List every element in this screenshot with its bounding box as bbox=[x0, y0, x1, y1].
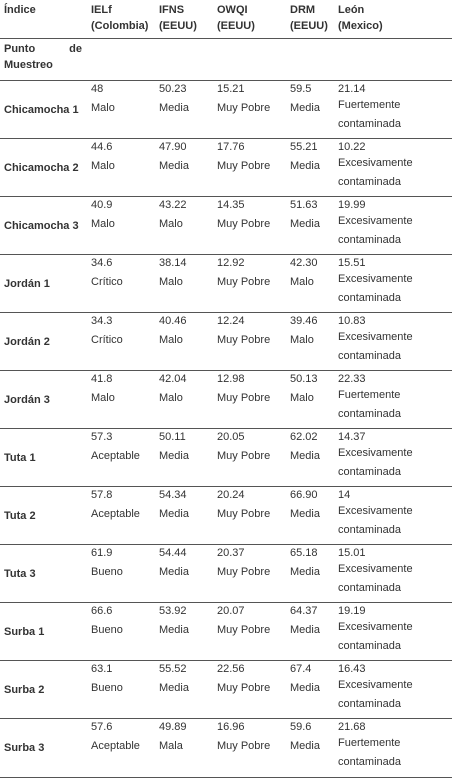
owqi-cell bbox=[213, 719, 286, 778]
owqi-classification: Muy Pobre bbox=[217, 624, 271, 636]
drm-classification: Media bbox=[290, 624, 320, 636]
ielf-value: 57.3 bbox=[91, 431, 113, 443]
owqi-classification: Muy Pobre bbox=[217, 102, 271, 114]
owqi-value: 12.98 bbox=[217, 373, 245, 385]
ielf-cell bbox=[87, 429, 155, 487]
header-col-drm bbox=[286, 0, 334, 39]
owqi-value: 20.07 bbox=[217, 605, 245, 617]
header-indice: Índice bbox=[0, 0, 87, 39]
ielf-cell bbox=[87, 487, 155, 545]
drm-value: 65.18 bbox=[290, 547, 318, 559]
ifns-value: 49.89 bbox=[159, 721, 187, 733]
owqi-cell bbox=[213, 545, 286, 603]
ielf-classification: Aceptable bbox=[91, 508, 140, 520]
sampling-point-cell: Surba 1 bbox=[0, 603, 87, 661]
ifns-cell bbox=[155, 371, 213, 429]
leon-cell bbox=[334, 81, 452, 139]
table-row bbox=[0, 81, 452, 139]
table-row bbox=[0, 603, 452, 661]
ielf-value: 57.6 bbox=[91, 721, 113, 733]
ielf-cell bbox=[87, 81, 155, 139]
leon-classification-line2: contaminada bbox=[338, 582, 401, 594]
leon-classification-line1: Excesivamente bbox=[338, 157, 413, 169]
ielf-classification: Aceptable bbox=[91, 450, 140, 462]
drm-classification: Media bbox=[290, 508, 320, 520]
leon-value: 19.19 bbox=[338, 605, 366, 617]
leon-classification-line1: Excesivamente bbox=[338, 447, 413, 459]
ifns-cell bbox=[155, 661, 213, 719]
ielf-classification: Malo bbox=[91, 102, 115, 114]
ifns-cell bbox=[155, 197, 213, 255]
leon-value: 10.83 bbox=[338, 315, 366, 327]
sampling-point-cell: Surba 3 bbox=[0, 719, 87, 778]
owqi-classification: Muy Pobre bbox=[217, 740, 271, 752]
ifns-cell bbox=[155, 313, 213, 371]
drm-value: 50.13 bbox=[290, 373, 318, 385]
drm-cell bbox=[286, 81, 334, 139]
owqi-value: 14.35 bbox=[217, 199, 245, 211]
header-ielf-line2: (Colombia) bbox=[91, 20, 149, 32]
leon-classification-line2: contaminada bbox=[338, 698, 401, 710]
ifns-value: 42.04 bbox=[159, 373, 187, 385]
ifns-classification: Media bbox=[159, 566, 189, 578]
sampling-point-cell: Jordán 3 bbox=[0, 371, 87, 429]
ielf-classification: Bueno bbox=[91, 682, 123, 694]
header-sub-row bbox=[0, 39, 452, 81]
leon-classification-line1: Fuertemente bbox=[338, 389, 401, 401]
ifns-classification: Media bbox=[159, 682, 189, 694]
ielf-value: 48 bbox=[91, 83, 104, 95]
ielf-classification: Malo bbox=[91, 218, 115, 230]
leon-classification-line1: Excesivamente bbox=[338, 679, 413, 691]
table-row bbox=[0, 255, 452, 313]
leon-cell bbox=[334, 545, 452, 603]
header-col-leon bbox=[334, 0, 452, 39]
drm-cell bbox=[286, 545, 334, 603]
header-sub-empty bbox=[213, 39, 286, 81]
drm-cell bbox=[286, 487, 334, 545]
ielf-cell bbox=[87, 371, 155, 429]
ifns-classification: Media bbox=[159, 624, 189, 636]
leon-value: 19.99 bbox=[338, 199, 366, 211]
ielf-value: 63.1 bbox=[91, 663, 113, 675]
owqi-classification: Muy Pobre bbox=[217, 566, 271, 578]
drm-cell bbox=[286, 139, 334, 197]
ifns-cell bbox=[155, 429, 213, 487]
leon-classification-line2: contaminada bbox=[338, 466, 401, 478]
leon-cell bbox=[334, 429, 452, 487]
leon-classification-line2: contaminada bbox=[338, 640, 401, 652]
ifns-value: 43.22 bbox=[159, 199, 187, 211]
ifns-cell bbox=[155, 545, 213, 603]
leon-cell bbox=[334, 313, 452, 371]
drm-classification: Media bbox=[290, 102, 320, 114]
leon-classification-line2: contaminada bbox=[338, 756, 401, 768]
ifns-value: 50.23 bbox=[159, 83, 187, 95]
table-row bbox=[0, 139, 452, 197]
header-leon-line1: León bbox=[338, 4, 365, 16]
leon-classification-line1: Excesivamente bbox=[338, 273, 413, 285]
drm-classification: Malo bbox=[290, 276, 314, 288]
leon-cell bbox=[334, 719, 452, 778]
drm-classification: Media bbox=[290, 740, 320, 752]
header-drm-line1: DRM bbox=[290, 4, 316, 16]
header-owqi-line2: (EEUU) bbox=[217, 20, 255, 32]
owqi-cell bbox=[213, 603, 286, 661]
drm-value: 67.4 bbox=[290, 663, 312, 675]
ifns-value: 40.46 bbox=[159, 315, 187, 327]
ifns-classification: Malo bbox=[159, 218, 183, 230]
sampling-point-cell: Chicamocha 1 bbox=[0, 81, 87, 139]
leon-classification-line2: contaminada bbox=[338, 408, 401, 420]
owqi-classification: Muy Pobre bbox=[217, 334, 271, 346]
drm-value: 59.5 bbox=[290, 83, 312, 95]
owqi-classification: Muy Pobre bbox=[217, 450, 271, 462]
ielf-cell bbox=[87, 197, 155, 255]
owqi-classification: Muy Pobre bbox=[217, 508, 271, 520]
ielf-classification: Aceptable bbox=[91, 740, 140, 752]
ifns-classification: Malo bbox=[159, 334, 183, 346]
header-sub-empty bbox=[155, 39, 213, 81]
leon-classification-line1: Excesivamente bbox=[338, 563, 413, 575]
header-row bbox=[0, 0, 452, 39]
ifns-cell bbox=[155, 81, 213, 139]
owqi-value: 16.96 bbox=[217, 721, 245, 733]
ifns-classification: Malo bbox=[159, 392, 183, 404]
leon-value: 14 bbox=[338, 489, 351, 501]
ifns-classification: Media bbox=[159, 102, 189, 114]
sampling-point-cell: Chicamocha 2 bbox=[0, 139, 87, 197]
drm-value: 39.46 bbox=[290, 315, 318, 327]
leon-value: 16.43 bbox=[338, 663, 366, 675]
owqi-cell bbox=[213, 371, 286, 429]
leon-classification-line1: Fuertemente bbox=[338, 99, 401, 111]
ifns-classification: Malo bbox=[159, 276, 183, 288]
leon-classification-line1: Excesivamente bbox=[338, 331, 413, 343]
leon-value: 14.37 bbox=[338, 431, 366, 443]
drm-classification: Media bbox=[290, 160, 320, 172]
ifns-cell bbox=[155, 719, 213, 778]
header-sub-empty bbox=[87, 39, 155, 81]
header-punto-de-muestreo bbox=[0, 39, 87, 81]
owqi-cell bbox=[213, 255, 286, 313]
drm-cell bbox=[286, 603, 334, 661]
leon-classification-line2: contaminada bbox=[338, 350, 401, 362]
ielf-cell bbox=[87, 313, 155, 371]
sampling-point-cell: Surba 2 bbox=[0, 661, 87, 719]
ielf-value: 57.8 bbox=[91, 489, 113, 501]
table-row bbox=[0, 661, 452, 719]
ielf-classification: Malo bbox=[91, 160, 115, 172]
table-row bbox=[0, 197, 452, 255]
ifns-cell bbox=[155, 255, 213, 313]
drm-cell bbox=[286, 371, 334, 429]
sampling-point-cell: Tuta 3 bbox=[0, 545, 87, 603]
sampling-point-cell: Jordán 2 bbox=[0, 313, 87, 371]
leon-classification-line1: Excesivamente bbox=[338, 621, 413, 633]
owqi-classification: Muy Pobre bbox=[217, 218, 271, 230]
ielf-classification: Crítico bbox=[91, 334, 123, 346]
ifns-cell bbox=[155, 139, 213, 197]
header-col-ielf bbox=[87, 0, 155, 39]
header-muestreo: Muestreo bbox=[4, 59, 53, 71]
header-owqi-line1: OWQI bbox=[217, 4, 248, 16]
leon-cell bbox=[334, 661, 452, 719]
sampling-point-cell: Tuta 1 bbox=[0, 429, 87, 487]
ielf-cell bbox=[87, 545, 155, 603]
ielf-value: 34.6 bbox=[91, 257, 113, 269]
owqi-cell bbox=[213, 661, 286, 719]
header-ielf-line1: IELf bbox=[91, 4, 112, 16]
leon-classification-line2: contaminada bbox=[338, 524, 401, 536]
ifns-classification: Media bbox=[159, 160, 189, 172]
drm-cell bbox=[286, 661, 334, 719]
ifns-value: 50.11 bbox=[159, 431, 186, 443]
header-sub-empty bbox=[286, 39, 334, 81]
table-row bbox=[0, 545, 452, 603]
table-row bbox=[0, 719, 452, 778]
ielf-value: 66.6 bbox=[91, 605, 113, 617]
drm-classification: Media bbox=[290, 566, 320, 578]
leon-cell bbox=[334, 197, 452, 255]
table-row bbox=[0, 371, 452, 429]
header-sub-empty bbox=[334, 39, 452, 81]
header-col-ifns bbox=[155, 0, 213, 39]
owqi-classification: Muy Pobre bbox=[217, 682, 271, 694]
owqi-cell bbox=[213, 313, 286, 371]
header-punto-de: Punto de bbox=[4, 43, 82, 55]
ielf-classification: Malo bbox=[91, 392, 115, 404]
ielf-cell bbox=[87, 139, 155, 197]
drm-classification: Media bbox=[290, 682, 320, 694]
ielf-cell bbox=[87, 719, 155, 778]
table-header bbox=[0, 0, 452, 81]
drm-cell bbox=[286, 429, 334, 487]
sampling-point-cell: Tuta 2 bbox=[0, 487, 87, 545]
drm-value: 59.6 bbox=[290, 721, 312, 733]
table-body bbox=[0, 81, 452, 778]
owqi-classification: Muy Pobre bbox=[217, 392, 271, 404]
header-ifns-line1: IFNS bbox=[159, 4, 185, 16]
leon-cell bbox=[334, 255, 452, 313]
header-col-owqi bbox=[213, 0, 286, 39]
leon-cell bbox=[334, 371, 452, 429]
ifns-value: 53.92 bbox=[159, 605, 187, 617]
leon-classification-line1: Excesivamente bbox=[338, 215, 413, 227]
ifns-value: 54.34 bbox=[159, 489, 187, 501]
ifns-cell bbox=[155, 603, 213, 661]
ielf-value: 61.9 bbox=[91, 547, 113, 559]
leon-value: 22.33 bbox=[338, 373, 366, 385]
owqi-cell bbox=[213, 429, 286, 487]
ielf-cell bbox=[87, 255, 155, 313]
owqi-cell bbox=[213, 81, 286, 139]
leon-classification-line2: contaminada bbox=[338, 118, 401, 130]
ielf-cell bbox=[87, 603, 155, 661]
owqi-value: 17.76 bbox=[217, 141, 245, 153]
ifns-value: 38.14 bbox=[159, 257, 187, 269]
owqi-classification: Muy Pobre bbox=[217, 160, 271, 172]
owqi-value: 20.24 bbox=[217, 489, 245, 501]
drm-cell bbox=[286, 313, 334, 371]
owqi-cell bbox=[213, 139, 286, 197]
drm-value: 64.37 bbox=[290, 605, 318, 617]
ifns-value: 55.52 bbox=[159, 663, 187, 675]
leon-value: 15.51 bbox=[338, 257, 366, 269]
owqi-value: 12.92 bbox=[217, 257, 245, 269]
sampling-point-cell: Chicamocha 3 bbox=[0, 197, 87, 255]
leon-classification-line1: Excesivamente bbox=[338, 505, 413, 517]
ifns-value: 47.90 bbox=[159, 141, 187, 153]
leon-classification-line2: contaminada bbox=[338, 292, 401, 304]
leon-value: 21.14 bbox=[338, 83, 366, 95]
ielf-classification: Bueno bbox=[91, 566, 123, 578]
drm-value: 51.63 bbox=[290, 199, 318, 211]
leon-cell bbox=[334, 139, 452, 197]
ifns-classification: Media bbox=[159, 508, 189, 520]
owqi-classification: Muy Pobre bbox=[217, 276, 271, 288]
header-ifns-line2: (EEUU) bbox=[159, 20, 197, 32]
drm-classification: Media bbox=[290, 218, 320, 230]
leon-value: 15.01 bbox=[338, 547, 366, 559]
owqi-cell bbox=[213, 197, 286, 255]
table-row bbox=[0, 487, 452, 545]
header-drm-line2: (EEUU) bbox=[290, 20, 328, 32]
owqi-value: 20.05 bbox=[217, 431, 245, 443]
ifns-classification: Mala bbox=[159, 740, 183, 752]
sampling-point-cell: Jordán 1 bbox=[0, 255, 87, 313]
leon-cell bbox=[334, 603, 452, 661]
owqi-cell bbox=[213, 487, 286, 545]
owqi-value: 12.24 bbox=[217, 315, 245, 327]
drm-classification: Media bbox=[290, 450, 320, 462]
leon-classification-line2: contaminada bbox=[338, 234, 401, 246]
table-row bbox=[0, 313, 452, 371]
owqi-value: 22.56 bbox=[217, 663, 245, 675]
leon-classification-line1: Fuertemente bbox=[338, 737, 401, 749]
leon-classification-line2: contaminada bbox=[338, 176, 401, 188]
drm-classification: Malo bbox=[290, 392, 314, 404]
ifns-cell bbox=[155, 487, 213, 545]
drm-classification: Malo bbox=[290, 334, 314, 346]
drm-value: 42.30 bbox=[290, 257, 318, 269]
ifns-classification: Media bbox=[159, 450, 189, 462]
ielf-cell bbox=[87, 661, 155, 719]
owqi-value: 20.37 bbox=[217, 547, 245, 559]
owqi-value: 15.21 bbox=[217, 83, 245, 95]
ielf-classification: Bueno bbox=[91, 624, 123, 636]
drm-cell bbox=[286, 719, 334, 778]
ielf-value: 34.3 bbox=[91, 315, 113, 327]
header-leon-line2: (Mexico) bbox=[338, 20, 383, 32]
drm-cell bbox=[286, 255, 334, 313]
ifns-value: 54.44 bbox=[159, 547, 187, 559]
drm-value: 55.21 bbox=[290, 141, 318, 153]
leon-value: 10.22 bbox=[338, 141, 366, 153]
leon-value: 21.68 bbox=[338, 721, 366, 733]
drm-value: 66.90 bbox=[290, 489, 318, 501]
table-row bbox=[0, 429, 452, 487]
leon-cell bbox=[334, 487, 452, 545]
ielf-value: 40.9 bbox=[91, 199, 113, 211]
ielf-classification: Crítico bbox=[91, 276, 123, 288]
drm-value: 62.02 bbox=[290, 431, 318, 443]
drm-cell bbox=[286, 197, 334, 255]
ielf-value: 44.6 bbox=[91, 141, 113, 153]
ielf-value: 41.8 bbox=[91, 373, 113, 385]
